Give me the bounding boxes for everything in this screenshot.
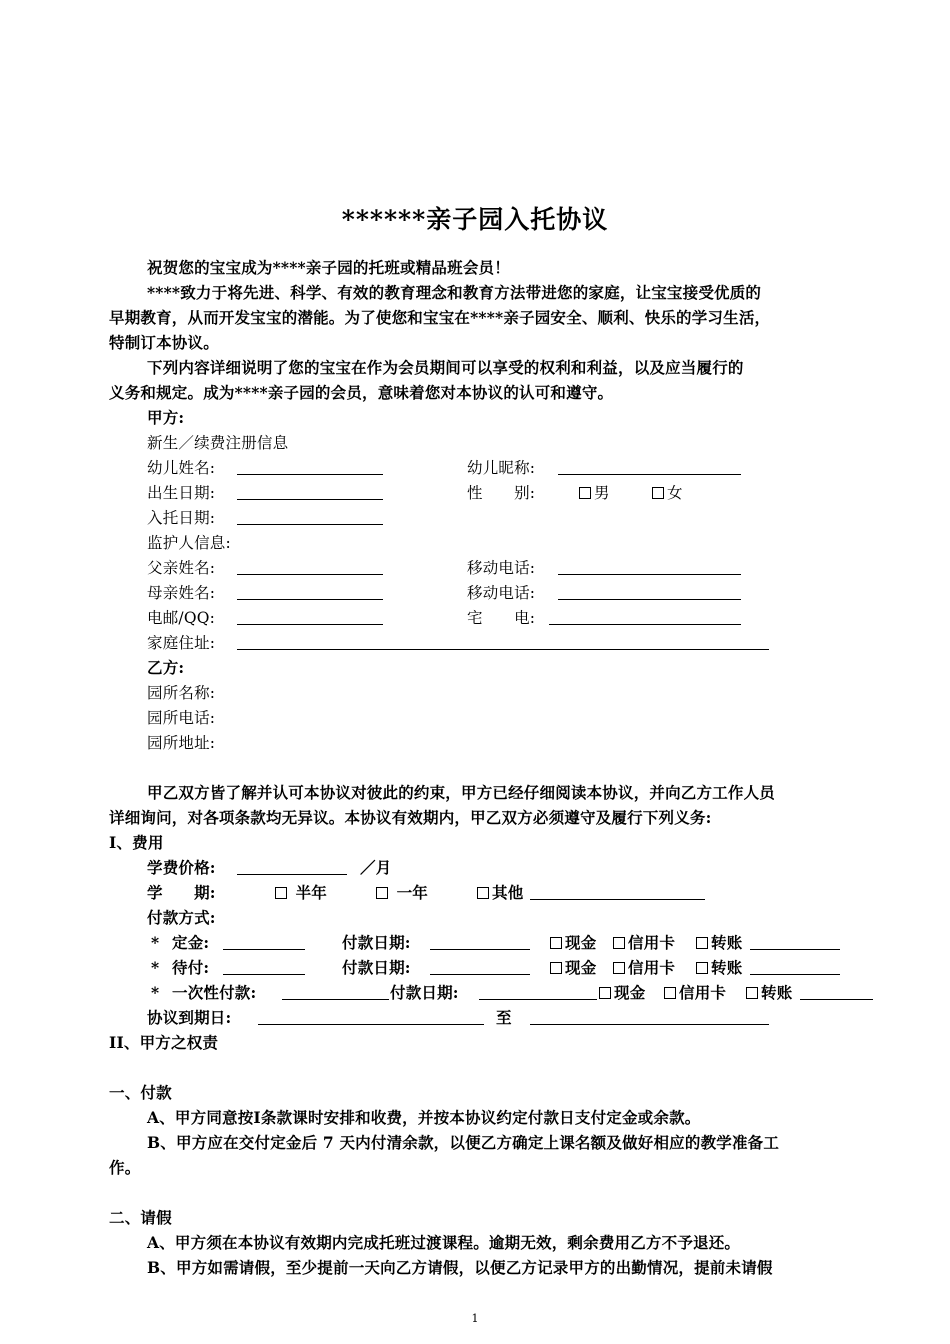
mother-name-label: 母亲姓名:: [147, 584, 216, 602]
pending-transfer-option[interactable]: 转账: [696, 958, 742, 978]
expire-start-field[interactable]: [258, 1024, 484, 1025]
bullet-star: *: [151, 958, 160, 977]
expire-date-label: 协议到期日:: [147, 1008, 232, 1027]
term-label: 学 期:: [147, 883, 216, 902]
checkbox-icon: [664, 987, 676, 999]
gender-female-option[interactable]: 女: [652, 483, 683, 503]
intro-p3-line2: 义务和规定。成为****亲子园的会员，意味着您对本协议的认可和遵守。: [109, 383, 614, 402]
email-qq-label: 电邮/QQ:: [147, 609, 216, 627]
checkbox-icon: [579, 487, 591, 499]
school-phone-label: 园所电话:: [147, 709, 216, 727]
email-qq-field[interactable]: [237, 624, 383, 625]
enroll-date-field[interactable]: [237, 524, 383, 525]
pending-cash-option[interactable]: 现金: [550, 958, 596, 978]
lump-sum-transfer-field[interactable]: [800, 999, 873, 1000]
deposit-amount-field[interactable]: [223, 949, 305, 950]
home-address-field[interactable]: [237, 649, 769, 650]
party-b-heading: 乙方:: [147, 658, 185, 677]
deposit-cash-option[interactable]: 现金: [550, 933, 596, 953]
section1-heading: 一、付款: [109, 1083, 172, 1102]
lump-sum-label: 一次性付款:: [172, 983, 257, 1002]
deposit-transfer-option[interactable]: 转账: [696, 933, 742, 953]
lump-sum-amount-field[interactable]: [282, 999, 389, 1000]
checkbox-icon: [696, 937, 708, 949]
pending-pay-date-field[interactable]: [430, 974, 530, 975]
term-half-year-option[interactable]: 半年: [275, 883, 327, 903]
gender-male-option[interactable]: 男: [579, 483, 610, 503]
pending-amount-field[interactable]: [223, 974, 305, 975]
nickname-label: 幼儿昵称:: [467, 459, 536, 477]
lump-sum-transfer-option[interactable]: 转账: [746, 983, 792, 1003]
school-name-label: 园所名称:: [147, 684, 216, 702]
father-mobile-field[interactable]: [558, 574, 741, 575]
section1-clause-b-line1: B、甲方应在交付定金后 7 天内付清余款，以便乙方确定上课名额及做好相应的教学准备工: [147, 1133, 780, 1152]
lump-sum-credit-option[interactable]: 信用卡: [664, 983, 726, 1003]
checkbox-icon: [599, 987, 611, 999]
gender-label: 性 别:: [467, 484, 536, 502]
per-month-label: ／月: [360, 858, 392, 877]
guardian-info-label: 监护人信息:: [147, 534, 231, 552]
intro-p3-line1: 下列内容详细说明了您的宝宝在作为会员期间可以享受的权利和利益，以及应当履行的: [147, 358, 744, 377]
checkbox-icon: [746, 987, 758, 999]
checkbox-icon: [696, 962, 708, 974]
checkbox-icon: [550, 937, 562, 949]
page-number: 1: [471, 1312, 479, 1325]
payment-method-label: 付款方式:: [147, 908, 216, 927]
deposit-label: 定金:: [172, 933, 210, 952]
father-name-label: 父亲姓名:: [147, 559, 216, 577]
deposit-pay-date-field[interactable]: [430, 949, 530, 950]
section2-heading: 二、请假: [109, 1208, 172, 1227]
checkbox-icon: [477, 887, 489, 899]
term-one-year-option[interactable]: 一年: [376, 883, 428, 903]
nickname-field[interactable]: [558, 474, 741, 475]
party-a-heading: 甲方:: [147, 408, 185, 427]
agreement-line1: 甲乙双方皆了解并认可本协议对彼此的约束，甲方已经仔细阅读本协议，并向乙方工作人员: [147, 783, 776, 802]
child-name-label: 幼儿姓名:: [147, 459, 216, 477]
deposit-credit-option[interactable]: 信用卡: [613, 933, 675, 953]
lump-sum-pay-date-label: 付款日期:: [390, 983, 459, 1002]
pending-label: 待付:: [172, 958, 210, 977]
child-name-field[interactable]: [237, 474, 383, 475]
home-address-label: 家庭住址:: [147, 634, 216, 652]
checkbox-icon: [550, 962, 562, 974]
section1-clause-a: A、甲方同意按Ⅰ条款课时安排和收费，并按本协议约定付款日支付定金或余款。: [147, 1108, 701, 1127]
father-name-field[interactable]: [237, 574, 383, 575]
bullet-star: *: [151, 933, 160, 952]
father-mobile-label: 移动电话:: [467, 559, 536, 577]
deposit-transfer-field[interactable]: [750, 949, 840, 950]
enroll-date-label: 入托日期:: [147, 509, 216, 527]
intro-p2-line3: 特制订本协议。: [109, 333, 219, 352]
checkbox-icon: [275, 887, 287, 899]
checkbox-icon: [613, 962, 625, 974]
term-other-field[interactable]: [530, 899, 705, 900]
pending-credit-option[interactable]: 信用卡: [613, 958, 675, 978]
tuition-price-field[interactable]: [237, 874, 347, 875]
pending-pay-date-label: 付款日期:: [342, 958, 411, 977]
document-title: ******亲子园入托协议: [341, 205, 609, 234]
register-info-label: 新生／续费注册信息: [147, 434, 289, 452]
fees-heading: I、费用: [109, 833, 164, 852]
section2-clause-a: A、甲方须在本协议有效期内完成托班过渡课程。逾期无效，剩余费用乙方不予退还。: [147, 1233, 741, 1252]
section2-clause-b: B、甲方如需请假，至少提前一天向乙方请假，以便乙方记录甲方的出勤情况，提前未请假: [147, 1258, 773, 1277]
checkbox-icon: [376, 887, 388, 899]
mother-mobile-field[interactable]: [558, 599, 741, 600]
birth-date-field[interactable]: [237, 499, 383, 500]
term-other-option[interactable]: 其他: [477, 883, 523, 903]
expire-to-label: 至: [496, 1008, 512, 1027]
mother-name-field[interactable]: [237, 599, 383, 600]
intro-p2-line1: ****致力于将先进、科学、有效的教育理念和教育方法带进您的家庭，让宝宝接受优质的: [147, 283, 762, 302]
home-phone-label: 宅 电:: [467, 609, 536, 627]
checkbox-icon: [652, 487, 664, 499]
pending-transfer-field[interactable]: [750, 974, 840, 975]
deposit-pay-date-label: 付款日期:: [342, 933, 411, 952]
agreement-line2: 详细询问，对各项条款均无异议。本协议有效期内，甲乙双方必须遵守及履行下列义务:: [109, 808, 712, 827]
tuition-price-label: 学费价格:: [147, 858, 216, 877]
intro-p2-line2: 早期教育，从而开发宝宝的潜能。为了使您和宝宝在****亲子园安全、顺利、快乐的学习生活，: [109, 308, 771, 327]
lump-sum-pay-date-field[interactable]: [479, 999, 597, 1000]
rights-heading: II、甲方之权责: [109, 1033, 219, 1052]
section1-clause-b-line2: 作。: [109, 1158, 141, 1177]
home-phone-field[interactable]: [549, 624, 741, 625]
birth-date-label: 出生日期:: [147, 484, 216, 502]
school-address-label: 园所地址:: [147, 734, 216, 752]
mother-mobile-label: 移动电话:: [467, 584, 536, 602]
intro-p1: 祝贺您的宝宝成为****亲子园的托班或精品班会员！: [147, 258, 510, 277]
lump-sum-cash-option[interactable]: 现金: [599, 983, 645, 1003]
bullet-star: *: [151, 983, 160, 1002]
expire-end-field[interactable]: [530, 1024, 769, 1025]
checkbox-icon: [613, 937, 625, 949]
